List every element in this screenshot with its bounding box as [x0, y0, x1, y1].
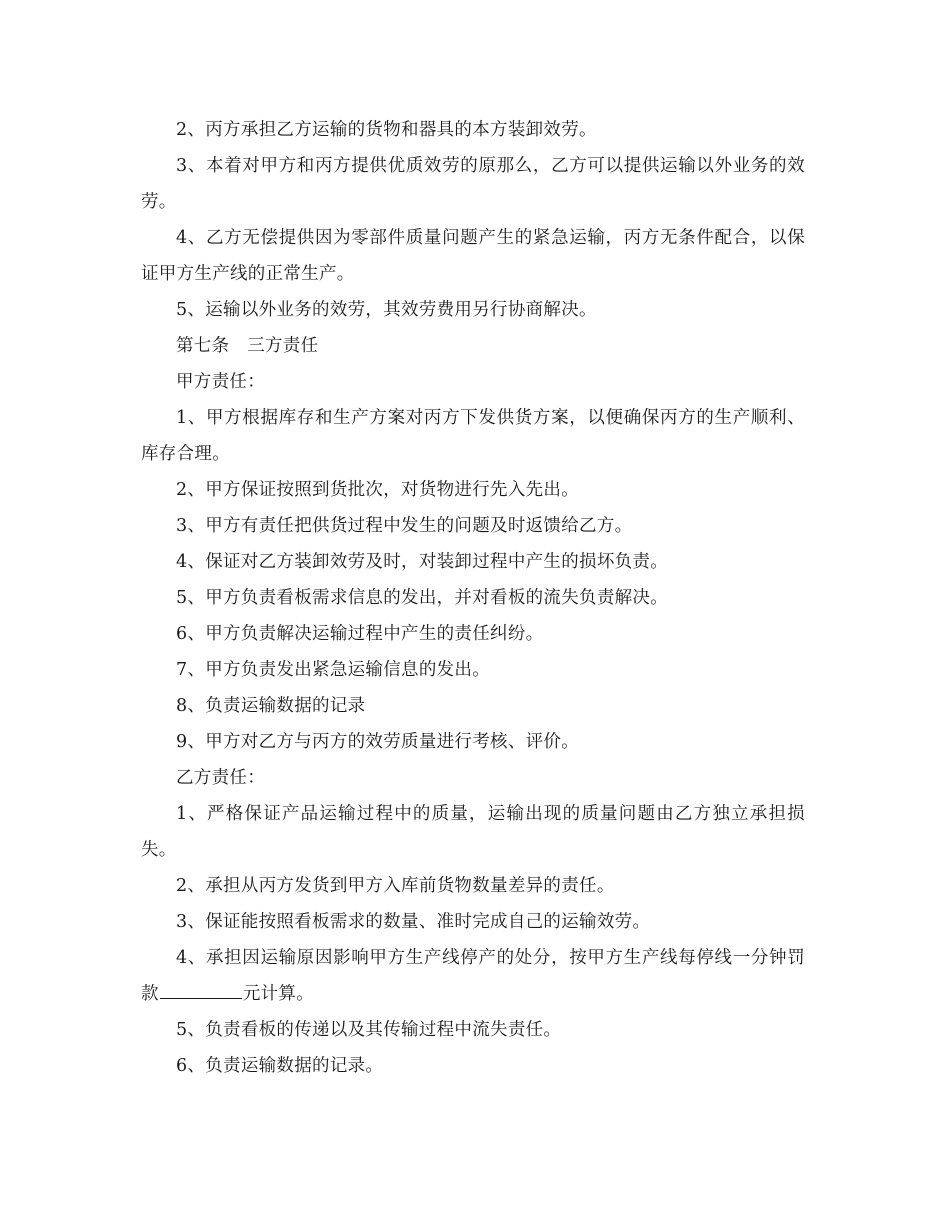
paragraph: 3、甲方有责任把供货过程中发生的问题及时返馈给乙方。 — [176, 516, 633, 536]
paragraph: 1、严格保证产品运输过程中的质量，运输出现的质量问题由乙方独立承担损失。 — [141, 804, 805, 860]
paragraph: 1、甲方根据库存和生产方案对丙方下发供货方案，以便确保丙方的生产顺利、库存合理。 — [141, 408, 805, 464]
penalty-text-before: 4、承担因运输原因影响甲方生产线停产的处分，按甲方生产线每停线一分钟罚款 — [141, 948, 805, 1004]
paragraph: 6、甲方负责解决运输过程中产生的责任纠纷。 — [176, 624, 544, 644]
paragraph: 3、保证能按照看板需求的数量、准时完成自己的运输效劳。 — [176, 912, 651, 932]
paragraph: 5、甲方负责看板需求信息的发出，并对看板的流失负责解决。 — [176, 588, 669, 608]
subheading-party-b: 乙方责任： — [176, 768, 265, 788]
penalty-text-after: 元计算。 — [242, 984, 315, 1004]
paragraph: 2、甲方保证按照到货批次，对货物进行先入先出。 — [176, 480, 580, 500]
paragraph: 9、甲方对乙方与丙方的效劳质量进行考核、评价。 — [176, 732, 580, 752]
paragraph: 2、丙方承担乙方运输的货物和器具的本方装卸效劳。 — [176, 120, 597, 140]
penalty-paragraph — [141, 940, 805, 1012]
paragraph: 2、承担从丙方发货到甲方入库前货物数量差异的责任。 — [176, 876, 615, 896]
document-body — [141, 112, 805, 1084]
paragraph: 3、本着对甲方和丙方提供优质效劳的原那么，乙方可以提供运输以外业务的效劳。 — [141, 156, 805, 212]
paragraph: 7、甲方负责发出紧急运输信息的发出。 — [176, 660, 491, 680]
paragraph: 5、负责看板的传递以及其传输过程中流失责任。 — [176, 1020, 562, 1040]
paragraph: 5、运输以外业务的效劳，其效劳费用另行协商解决。 — [176, 300, 597, 320]
section-heading: 第七条 三方责任 — [176, 336, 319, 356]
paragraph: 4、乙方无偿提供因为零部件质量问题产生的紧急运输，丙方无条件配合，以保证甲方生产线的正常生产。 — [141, 228, 805, 284]
paragraph: 4、保证对乙方装卸效劳及时，对装卸过程中产生的损坏负责。 — [176, 552, 669, 572]
paragraph: 8、负责运输数据的记录 — [176, 696, 366, 716]
subheading-party-a: 甲方责任： — [176, 372, 265, 392]
paragraph: 6、负责运输数据的记录。 — [176, 1056, 384, 1076]
penalty-amount-blank — [160, 984, 242, 999]
